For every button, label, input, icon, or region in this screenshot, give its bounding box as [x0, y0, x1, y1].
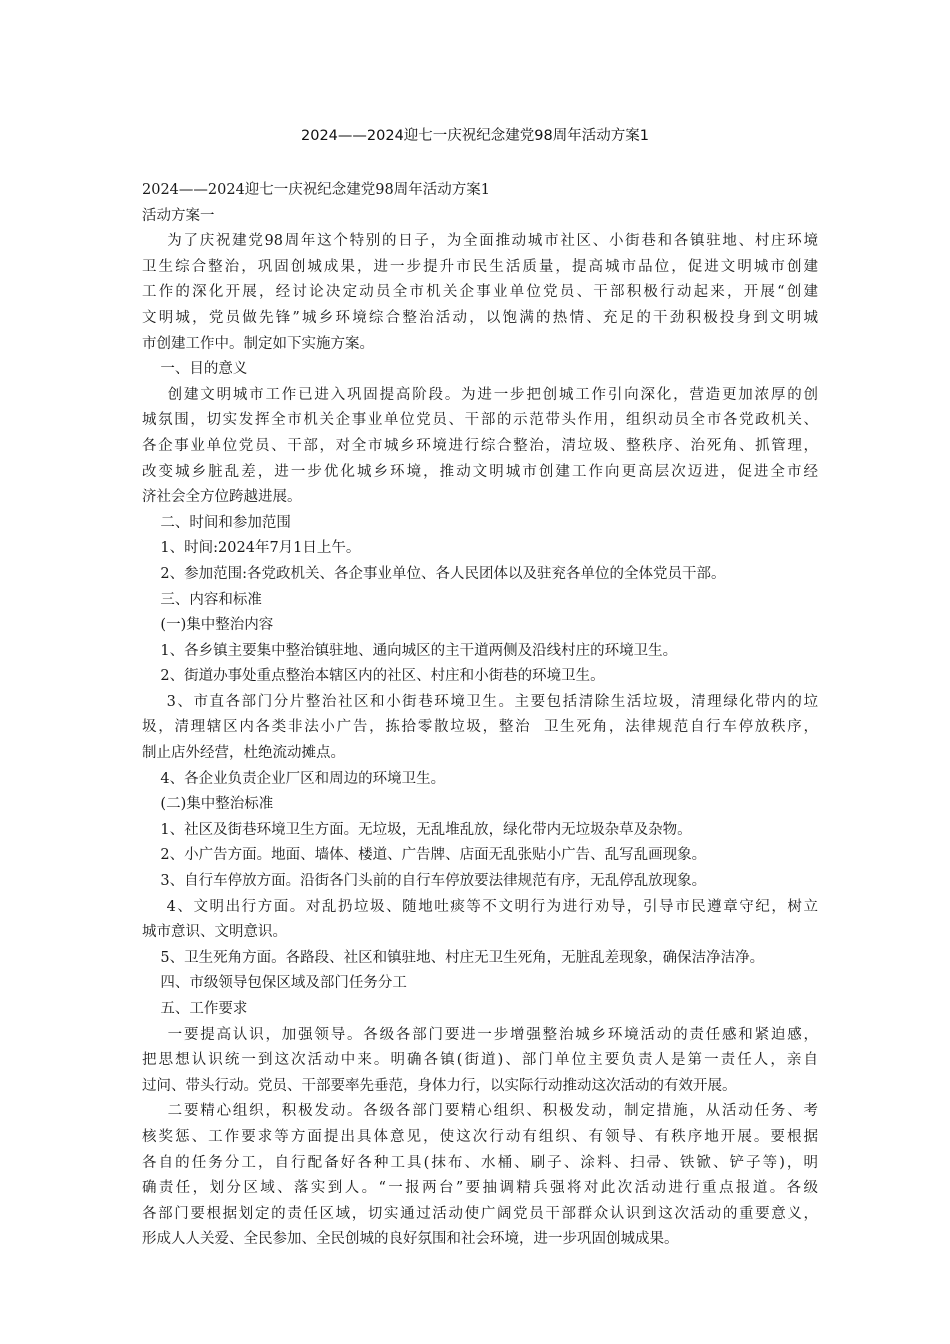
page-title: 2024——2024迎七一庆祝纪念建党98周年活动方案1 [301, 128, 649, 144]
body-line: 城氛围，切实发挥全市机关企事业单位党员、干部的示范带头作用，组织动员全市各党政机关、 [142, 412, 818, 429]
body-line: 各部门要根据划定的责任区域，切实通过活动使广阔党员干部群众认识到这次活动的重要意义， [142, 1205, 818, 1222]
body-line: 把思想认识统一到这次活动中来。明确各镇(街道)、部门单位主要负责人是第一责任人，亲自 [142, 1052, 818, 1069]
body-line: 核奖惩、工作要求等方面提出具体意见，使这次行动有组织、有领导、有秩序地开展。要根据 [142, 1128, 818, 1145]
body-line: 二、时间和参加范围 [142, 514, 291, 531]
body-line: 各自的任务分工，自行配备好各种工具(抹布、水桶、刷子、涂料、扫帚、铁锨、铲子等)，明 [142, 1154, 818, 1171]
body-line: 形成人人关爱、全民参加、全民创城的良好氛围和社会环境，进一步巩固创城成果。 [142, 1231, 679, 1248]
body-line: 五、工作要求 [142, 1001, 248, 1017]
body-line: 创建文明城市工作已进入巩固提高阶段。为进一步把创城工作引向深化，营造更加浓厚的创 [142, 386, 818, 403]
body-line: 一、目的意义 [142, 361, 248, 378]
body-line: 圾，清理辖区内各类非法小广告，拣拾零散垃圾，整治 卫生死角，法律规范自行车停放秩序， [142, 719, 818, 736]
body-line: 确责任，划分区域、落实到人。“一报两台”要抽调精兵强将对此次活动进行重点报道。各级 [142, 1180, 818, 1197]
body-line: 四、市级领导包保区域及部门任务分工 [142, 975, 407, 992]
body-line: 4、文明出行方面。对乱扔垃圾、随地吐痰等不文明行为进行劝导，引导市民遵章守纪，树立 [142, 898, 818, 915]
body-line: 1、时间:2024年7月1日上午。 [142, 540, 361, 557]
body-line: 城市意识、文明意识。 [142, 924, 287, 941]
body-line: 三、内容和标准 [142, 591, 262, 608]
body-line: 市创建工作中。制定如下实施方案。 [142, 335, 374, 352]
body-line: 2、小广告方面。地面、墙体、楼道、广告牌、店面无乱张贴小广告、乱写乱画现象。 [142, 847, 707, 864]
body-line: 4、各企业负责企业厂区和周边的环境卫生。 [142, 770, 446, 787]
body-line: 2、参加范围:各党政机关、各企事业单位、各人民团体以及驻兖各单位的全体党员干部。 [142, 565, 726, 582]
body-line: 二要精心组织，积极发动。各级各部门要精心组织、积极发动，制定措施，从活动任务、考 [142, 1103, 818, 1120]
body-line: 5、卫生死角方面。各路段、社区和镇驻地、村庄无卫生死角，无脏乱差现象，确保洁净洁净。 [142, 949, 765, 966]
body-line: 卫生综合整治，巩固创城成果，进一步提升市民生活质量，提高城市品位，促进文明城市创建 [142, 258, 818, 275]
body-line: 工作的深化开展，经讨论决定动员全市机关企事业单位党员、干部积极行动起来，开展“创建 [142, 284, 818, 301]
body-line: 1、社区及街巷环境卫生方面。无垃圾，无乱堆乱放，绿化带内无垃圾杂草及杂物。 [142, 821, 692, 838]
body-line: 制止店外经营，杜绝流动摊点。 [142, 745, 345, 762]
body-line: (一)集中整治内容 [142, 617, 274, 634]
body-line: 文明城，党员做先锋”城乡环境综合整治活动，以饱满的热情、充足的干劲积极投身到文明城 [142, 309, 818, 326]
body-line: 济社会全方位跨越进展。 [142, 489, 302, 506]
body-line: 为了庆祝建党98周年这个特别的日子，为全面推动城市社区、小街巷和各镇驻地、村庄环境 [142, 233, 818, 250]
body-line: (二)集中整治标准 [142, 796, 274, 813]
body-line: 各企事业单位党员、干部，对全市城乡环境进行综合整治，清垃圾、整秩序、治死角、抓管理， [142, 437, 818, 454]
document-body [142, 178, 818, 1253]
body-line: 1、各乡镇主要集中整治镇驻地、通向城区的主干道两侧及沿线村庄的环境卫生。 [142, 642, 678, 659]
body-line: 过问、带头行动。党员、干部要率先垂范，身体力行，以实际行动推动这次活动的有效开展。 [142, 1077, 737, 1094]
body-line: 2024——2024迎七一庆祝纪念建党98周年活动方案1 [142, 182, 490, 198]
body-line: 2、街道办事处重点整治本辖区内的社区、村庄和小街巷的环境卫生。 [142, 668, 605, 685]
body-line: 3、市直各部门分片整治社区和小街巷环境卫生。主要包括清除生活垃圾，清理绿化带内的垃 [142, 693, 818, 710]
body-line: 改变城乡脏乱差，进一步优化城乡环境，推动文明城市创建工作向更高层次迈进，促进全市经 [142, 463, 818, 480]
body-line: 活动方案一 [142, 207, 215, 224]
body-line: 一要提高认识，加强领导。各级各部门要进一步增强整治城乡环境活动的责任感和紧迫感， [142, 1026, 818, 1043]
body-line: 3、自行车停放方面。沿街各门头前的自行车停放要法律规范有序，无乱停乱放现象。 [142, 873, 707, 890]
